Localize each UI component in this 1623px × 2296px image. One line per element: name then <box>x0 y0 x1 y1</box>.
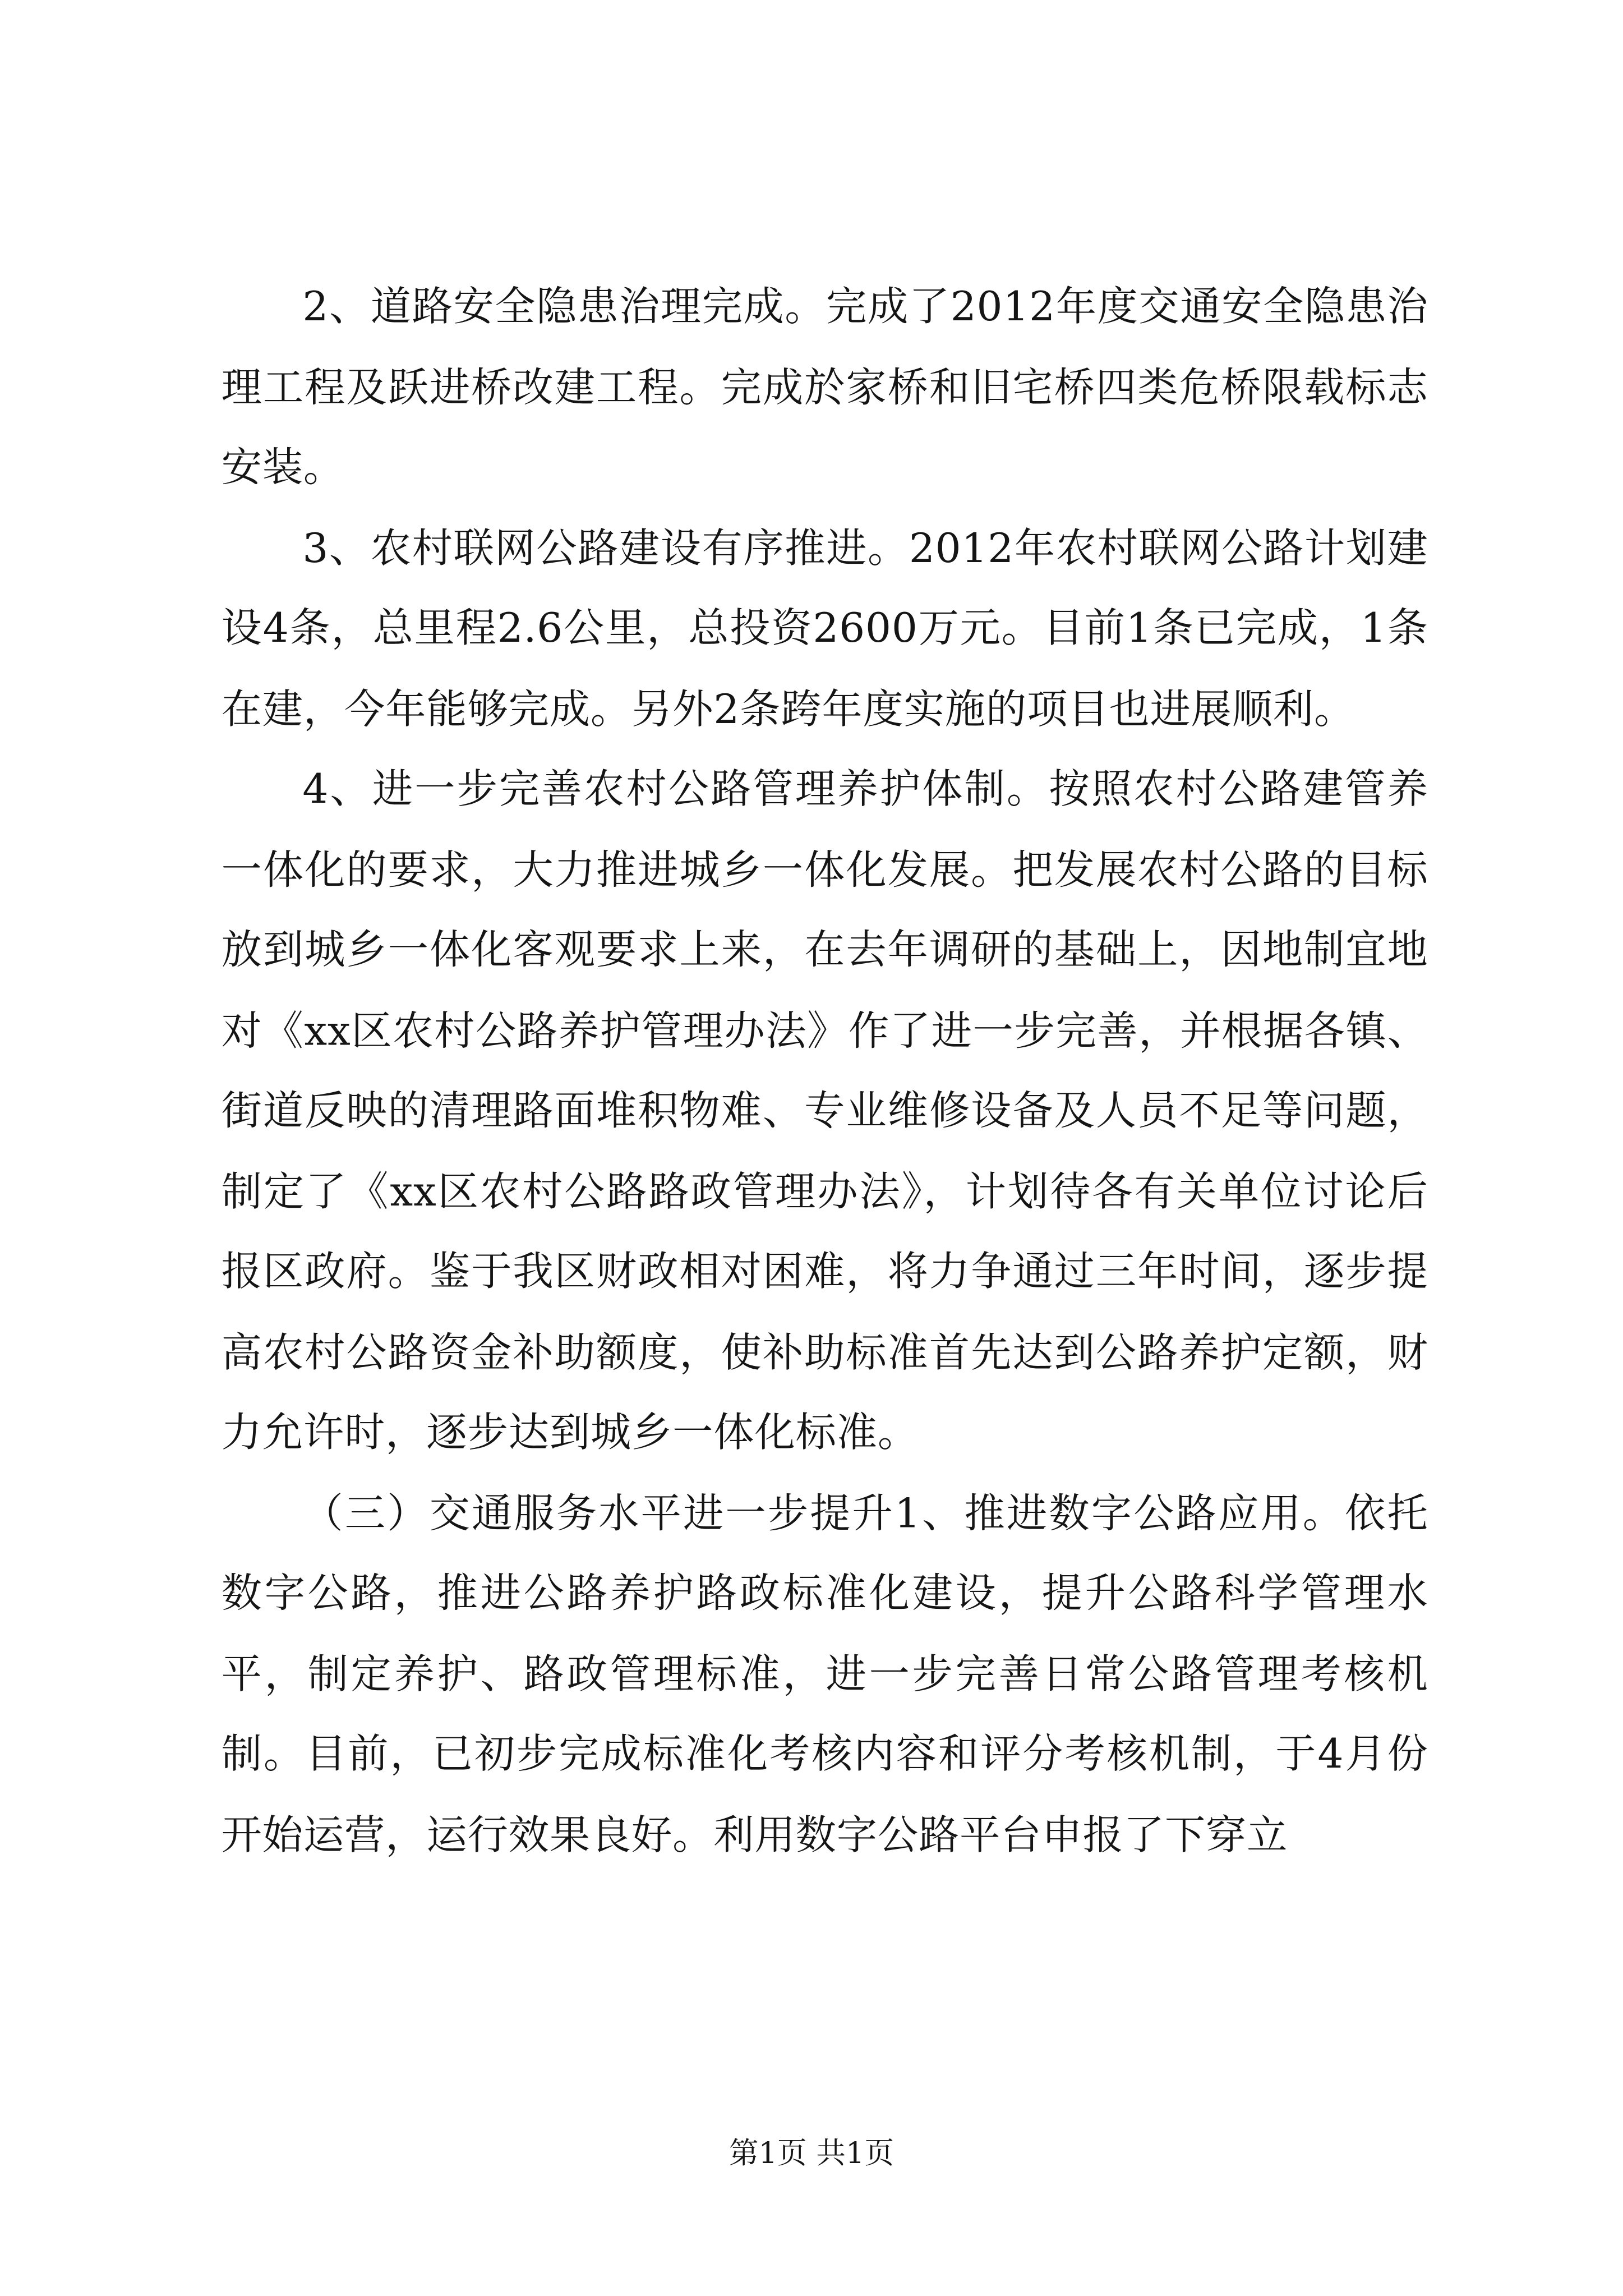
page-footer: 第1页 共1页 <box>728 2135 895 2171</box>
paragraph-road-safety: 2、道路安全隐患治理完成。完成了2012年度交通安全隐患治理工程及跃进桥改建工程。完成於家桥和旧宅桥四类危桥限载标志安装。 <box>221 283 1428 491</box>
paragraph-rural-network-roads: 3、农村联网公路建设有序推进。2012年农村联网公路计划建设4条，总里程2.6公里，总投资2600万元。目前1条已完成，1条在建，今年能够完成。另外2条跨年度实施的项目也进展顺利。 <box>221 524 1428 733</box>
paragraph-traffic-service: （三）交通服务水平进一步提升1、推进数字公路应用。依托数字公路，推进公路养护路政标准化建设，提升公路科学管理水平，制定养护、路政管理标准，进一步完善日常公路管理考核机制。目前，已初步完成标准化考核内容和评分考核机制，于4月份开始运营，运行效果良好。利用数字公路平台申报了下穿立 <box>221 1489 1428 1858</box>
paragraph-road-maintenance-system: 4、进一步完善农村公路管理养护体制。按照农村公路建管养一体化的要求，大力推进城乡一体化发展。把发展农村公路的目标放到城乡一体化客观要求上来，在去年调研的基础上，因地制宜地对《xx区农村公路养护管理办法》作了进一步完善，并根据各镇、街道反映的清理路面堆积物难、专业维修设备及人员不足等问题，制定了《xx区农村公路路政管理办法》，计划待各有关单位讨论后报区政府。鉴于我区财政相对困难，将力争通过三年时间，逐步提高农村公路资金补助额度，使补助标准首先达到公路养护定额，财力允许时，逐步达到城乡一体化标准。 <box>221 766 1428 1457</box>
document-body <box>222 267 1428 1875</box>
